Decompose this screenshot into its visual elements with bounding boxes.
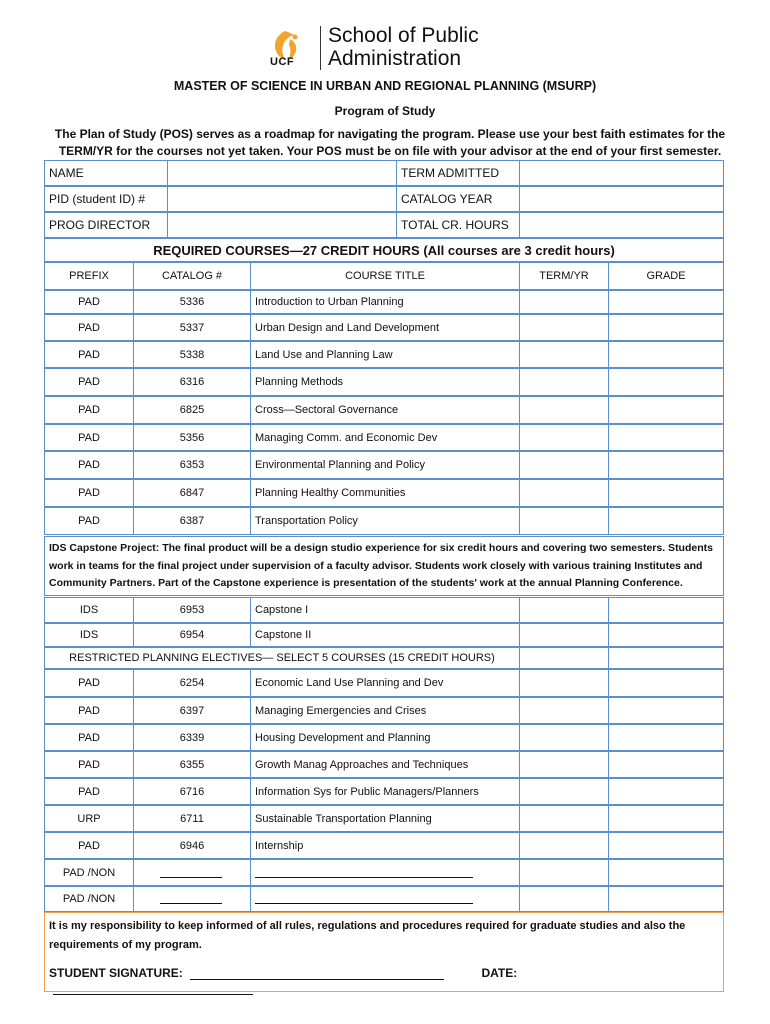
course-title: Growth Manag Approaches and Techniques [250,751,520,778]
course-title: Capstone II [250,623,520,647]
info-field[interactable] [519,160,724,186]
signature-row [49,965,723,995]
col-grade-header: GRADE [608,262,724,290]
term-cell[interactable] [519,451,609,479]
course-title: Cross—Sectoral Governance [250,396,520,424]
course-title: Sustainable Transportation Planning [250,805,520,832]
info-label: TOTAL CR. HOURS [396,212,520,238]
info-field[interactable] [167,186,397,212]
course-title-blank[interactable] [250,859,520,886]
info-label: TERM ADMITTED [396,160,520,186]
course-prefix: PAD [44,290,134,314]
info-label: PID (student ID) # [44,186,168,212]
logo-divider [320,26,321,70]
course-title: Planning Methods [250,368,520,396]
intro-text: The Plan of Study (POS) serves as a roadmap for navigating the program. Please use your best faith estimates for the TERM/YR for the courses not yet taken. Your POS must be on file with your advisor at the end of your first semester. [54,127,726,158]
info-field[interactable] [519,212,724,238]
page-subtitle: Program of Study [334,104,436,118]
title-underline [255,903,473,904]
page-title: MASTER OF SCIENCE IN URBAN AND REGIONAL PLANNING (MSURP) [173,79,597,93]
course-title: Economic Land Use Planning and Dev [250,669,520,697]
course-catalog: 6355 [133,751,251,778]
course-catalog: 6339 [133,724,251,751]
grade-cell[interactable] [608,647,724,669]
course-catalog: 5337 [133,314,251,341]
grade-cell[interactable] [608,396,724,424]
grade-cell[interactable] [608,479,724,507]
course-title: Transportation Policy [250,507,520,535]
grade-cell[interactable] [608,314,724,341]
course-title: Information Sys for Public Managers/Planners [250,778,520,805]
grade-cell[interactable] [608,778,724,805]
course-catalog: 6711 [133,805,251,832]
grade-cell[interactable] [608,507,724,535]
signature-line[interactable] [190,965,444,980]
course-prefix: PAD [44,314,134,341]
course-prefix: PAD [44,507,134,535]
course-title: Managing Comm. and Economic Dev [250,424,520,451]
course-title: Environmental Planning and Policy [250,451,520,479]
logo [268,22,508,72]
course-title: Capstone I [250,597,520,623]
term-cell[interactable] [519,424,609,451]
info-field[interactable] [167,160,397,186]
course-prefix: IDS [44,623,134,647]
grade-cell[interactable] [608,886,724,912]
catalog-underline [160,903,222,904]
course-catalog: 5338 [133,341,251,368]
grade-cell[interactable] [608,805,724,832]
term-cell[interactable] [519,669,609,697]
footer-text: It is my responsibility to keep informed of all rules, regulations and procedures required for graduate studies and also the requirements of my program. [49,920,686,951]
term-cell[interactable] [519,396,609,424]
col-term-header: TERM/YR [519,262,609,290]
term-cell[interactable] [519,479,609,507]
grade-cell[interactable] [608,832,724,859]
term-cell[interactable] [519,597,609,623]
info-label: PROG DIRECTOR [44,212,168,238]
grade-cell[interactable] [608,751,724,778]
course-catalog: 6316 [133,368,251,396]
logo-brand: UCF [270,56,295,68]
capstone-note: IDS Capstone Project: The final product will be a design studio experience for six credit hours and covering two semesters. Students work in teams for the final project under supervision of a faculty advisor. Students work closely with various training Institutes and Community Partners. Part of the Capstone experience is presentation of the students' work at the annual Planning Conference. [44,536,724,596]
course-catalog-blank[interactable] [133,859,251,886]
term-cell[interactable] [519,832,609,859]
term-cell[interactable] [519,341,609,368]
course-prefix: PAD [44,341,134,368]
info-label: CATALOG YEAR [396,186,520,212]
grade-cell[interactable] [608,341,724,368]
course-catalog: 5356 [133,424,251,451]
grade-cell[interactable] [608,290,724,314]
term-cell[interactable] [519,805,609,832]
col-catalog-header: CATALOG # [133,262,251,290]
term-cell[interactable] [519,751,609,778]
term-cell[interactable] [519,647,609,669]
course-catalog: 6946 [133,832,251,859]
grade-cell[interactable] [608,597,724,623]
course-catalog: 6353 [133,451,251,479]
course-catalog: 6397 [133,697,251,724]
term-cell[interactable] [519,724,609,751]
term-cell[interactable] [519,886,609,912]
col-title-header: COURSE TITLE [250,262,520,290]
course-title: Land Use and Planning Law [250,341,520,368]
grade-cell[interactable] [608,451,724,479]
course-catalog-blank[interactable] [133,886,251,912]
course-title: Urban Design and Land Development [250,314,520,341]
course-catalog: 6387 [133,507,251,535]
info-field[interactable] [519,186,724,212]
grade-cell[interactable] [608,368,724,396]
course-catalog: 6954 [133,623,251,647]
course-prefix: PAD [44,724,134,751]
course-catalog: 6716 [133,778,251,805]
footer-box [44,912,724,992]
course-prefix: PAD [44,368,134,396]
course-prefix: PAD [44,451,134,479]
course-prefix: PAD /NON [44,859,134,886]
logo-line1: School of Public [328,24,479,47]
grade-cell[interactable] [608,724,724,751]
grade-cell[interactable] [608,859,724,886]
course-catalog: 6825 [133,396,251,424]
required-heading: REQUIRED COURSES—27 CREDIT HOURS (All courses are 3 credit hours) [44,238,724,262]
course-catalog: 6953 [133,597,251,623]
term-cell[interactable] [519,507,609,535]
course-prefix: PAD [44,396,134,424]
col-prefix-header: PREFIX [44,262,134,290]
term-cell[interactable] [519,623,609,647]
course-catalog: 6847 [133,479,251,507]
course-title: Introduction to Urban Planning [250,290,520,314]
term-cell[interactable] [519,697,609,724]
course-prefix: PAD [44,751,134,778]
course-title-blank[interactable] [250,886,520,912]
term-cell[interactable] [519,859,609,886]
signature-label: STUDENT SIGNATURE: [49,966,183,980]
term-cell[interactable] [519,290,609,314]
course-title: Planning Healthy Communities [250,479,520,507]
course-title: Internship [250,832,520,859]
grade-cell[interactable] [608,424,724,451]
course-prefix: PAD [44,697,134,724]
date-label: DATE: [481,966,518,980]
info-label: NAME [44,160,168,186]
grade-cell[interactable] [608,669,724,697]
course-prefix: PAD [44,669,134,697]
course-prefix: PAD [44,479,134,507]
info-field[interactable] [167,212,397,238]
logo-text [328,24,479,70]
term-cell[interactable] [519,778,609,805]
course-title: Housing Development and Planning [250,724,520,751]
course-prefix: PAD [44,778,134,805]
course-prefix: PAD [44,424,134,451]
date-line[interactable] [53,980,253,995]
course-catalog: 6254 [133,669,251,697]
title-underline [255,877,473,878]
course-catalog: 5336 [133,290,251,314]
grade-cell[interactable] [608,623,724,647]
course-prefix: PAD [44,832,134,859]
course-prefix: PAD /NON [44,886,134,912]
course-title: Managing Emergencies and Crises [250,697,520,724]
term-cell[interactable] [519,368,609,396]
course-prefix: IDS [44,597,134,623]
term-cell[interactable] [519,314,609,341]
course-prefix: URP [44,805,134,832]
grade-cell[interactable] [608,697,724,724]
catalog-underline [160,877,222,878]
electives-heading: RESTRICTED PLANNING ELECTIVES— SELECT 5 COURSES (15 CREDIT HOURS) [44,647,520,669]
logo-line2: Administration [328,47,462,70]
